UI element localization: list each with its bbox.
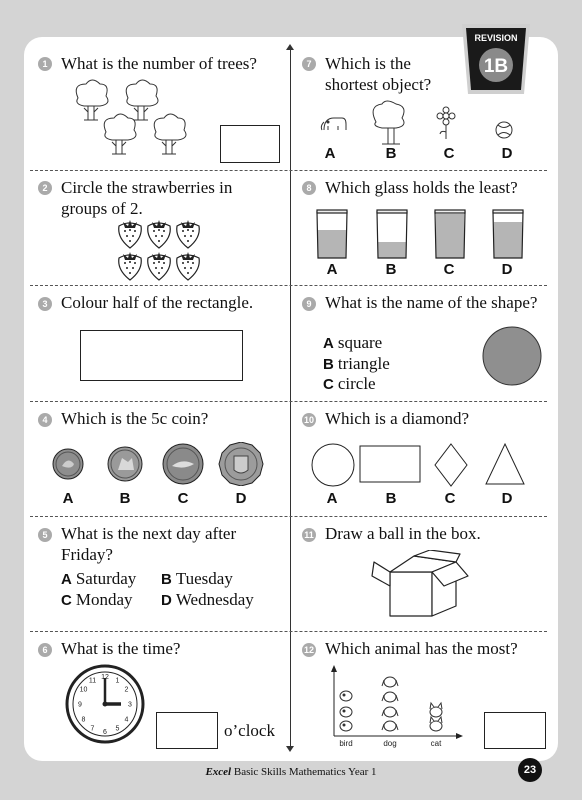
circle-shape [481, 325, 543, 387]
option-label: A [62, 490, 74, 507]
row-divider [30, 516, 547, 517]
category-label: dog [383, 739, 397, 748]
divider-arrow-top [286, 44, 294, 50]
question-number: 3 [38, 297, 52, 311]
svg-text:12: 12 [101, 674, 109, 681]
cat-icon [430, 717, 442, 731]
dog-icon [382, 721, 398, 731]
triangle-shape [486, 444, 524, 484]
option-a[interactable]: A square [323, 333, 383, 352]
question-number: 11 [302, 528, 316, 542]
category-label: cat [430, 739, 442, 748]
open-box-illustration[interactable] [370, 550, 470, 622]
question-number: 6 [38, 643, 52, 657]
strawberry-icon [119, 252, 142, 280]
question-number: 12 [303, 645, 314, 655]
svg-text:1: 1 [115, 677, 120, 685]
row-divider [30, 631, 547, 632]
option-label: B [385, 490, 397, 507]
question-text: Which is the shortest object? [325, 54, 432, 94]
category-label: bird [339, 739, 353, 748]
question-number: 5 [38, 528, 52, 542]
question-number: 9 [302, 297, 316, 311]
coin-10c-icon [108, 447, 142, 481]
question-number: 8 [302, 181, 316, 195]
strawberry-icon [148, 252, 171, 280]
oclock-label: o’clock [224, 721, 275, 740]
revision-label: REVISION [474, 33, 518, 43]
page-number: 23 [518, 758, 542, 782]
svg-text:5: 5 [115, 725, 120, 733]
bird-icon [340, 707, 352, 717]
coin-50c-icon [219, 442, 263, 486]
diamond-shape [435, 444, 467, 486]
strawberry-icon [177, 252, 200, 280]
rectangle-to-colour[interactable] [80, 330, 243, 381]
elephant-icon [321, 118, 346, 130]
option-label: B [385, 145, 397, 162]
glasses-illustration [310, 208, 530, 260]
svg-text:9: 9 [78, 701, 82, 709]
option-a[interactable]: A Saturday [61, 569, 137, 588]
option-label: D [501, 145, 513, 162]
svg-text:4: 4 [124, 716, 129, 724]
option-b[interactable]: B Tuesday [161, 569, 233, 588]
revision-badge [462, 20, 530, 98]
option-label: D [235, 490, 247, 507]
pictograph [322, 662, 472, 750]
option-label: C [444, 490, 456, 507]
circle-shape [312, 444, 354, 486]
question-text: What is the next day after Friday? [61, 524, 237, 564]
revision-code: 1B [483, 56, 509, 77]
svg-text:11: 11 [88, 677, 97, 685]
bird-icon [340, 721, 352, 731]
question-text: What is the number of trees? [61, 54, 257, 73]
bird-icon [340, 691, 352, 701]
svg-text:3: 3 [128, 701, 132, 709]
option-label: A [324, 145, 336, 162]
flower-icon [437, 107, 455, 139]
option-label: B [385, 261, 397, 278]
coin-20c-icon [163, 444, 203, 484]
option-label: A [326, 261, 338, 278]
clock-illustration [65, 664, 145, 744]
svg-text:7: 7 [90, 725, 95, 733]
question-number: 2 [38, 181, 52, 195]
tree-icon [154, 114, 186, 154]
rectangle-shape [360, 446, 420, 482]
answer-box[interactable] [220, 125, 280, 163]
trees-illustration [68, 78, 188, 158]
option-b[interactable]: B triangle [323, 354, 390, 373]
strawberry-icon [148, 220, 171, 248]
question-number: 10 [303, 415, 314, 425]
shapes-illustration [308, 440, 533, 488]
dog-icon [382, 677, 398, 687]
option-label: B [119, 490, 131, 507]
question-text: Which is a diamond? [325, 409, 469, 428]
question-text: Circle the strawberries in groups of 2. [61, 178, 233, 218]
option-label: D [501, 490, 513, 507]
option-label: A [326, 490, 338, 507]
tree-icon [373, 101, 404, 144]
strawberry-icon [177, 220, 200, 248]
option-label: D [501, 261, 513, 278]
option-c[interactable]: C Monday [61, 590, 133, 609]
tree-icon [104, 114, 136, 154]
option-d[interactable]: D Wednesday [161, 590, 254, 609]
time-answer-box[interactable] [156, 712, 218, 749]
glass-icon [377, 210, 407, 258]
option-label: C [177, 490, 189, 507]
dog-icon [382, 692, 398, 702]
svg-text:8: 8 [81, 716, 86, 724]
footer-title: Basic Skills Mathematics Year 1 [233, 766, 377, 778]
tree-icon [76, 80, 108, 120]
ball-icon [496, 122, 512, 138]
tree-icon [126, 80, 158, 120]
question-text: Draw a ball in the box. [325, 524, 481, 543]
coins-illustration [48, 442, 278, 486]
strawberries-illustration [115, 218, 205, 282]
option-label: C [443, 145, 455, 162]
column-divider [290, 47, 291, 750]
coin-5c-icon [53, 449, 83, 479]
cat-icon [430, 703, 442, 717]
answer-box[interactable] [484, 712, 546, 749]
svg-text:10: 10 [79, 686, 88, 694]
question-text: Which glass holds the least? [325, 178, 518, 197]
option-label: C [443, 261, 455, 278]
row-divider [30, 170, 547, 171]
strawberry-icon [119, 220, 142, 248]
question-text: What is the name of the shape? [325, 293, 538, 312]
glass-icon [317, 210, 347, 258]
footer-brand: Excel [205, 766, 232, 778]
question-number: 1 [38, 57, 52, 71]
row-divider [30, 401, 547, 402]
page-footer [0, 766, 582, 778]
glass-icon [435, 210, 465, 258]
option-c[interactable]: C circle [323, 374, 376, 393]
question-text: Colour half of the rectangle. [61, 293, 254, 312]
divider-arrow-bottom [286, 746, 294, 752]
row-divider [30, 285, 547, 286]
glass-icon [493, 210, 523, 258]
question-number: 7 [302, 57, 316, 71]
question-text: Which animal has the most? [325, 639, 518, 658]
svg-text:2: 2 [124, 686, 129, 694]
question-text: Which is the 5c coin? [61, 409, 209, 428]
question-number: 4 [38, 413, 52, 427]
dog-icon [382, 707, 398, 717]
question-text: What is the time? [61, 639, 181, 658]
svg-text:6: 6 [103, 729, 107, 736]
objects-illustration [318, 100, 528, 146]
